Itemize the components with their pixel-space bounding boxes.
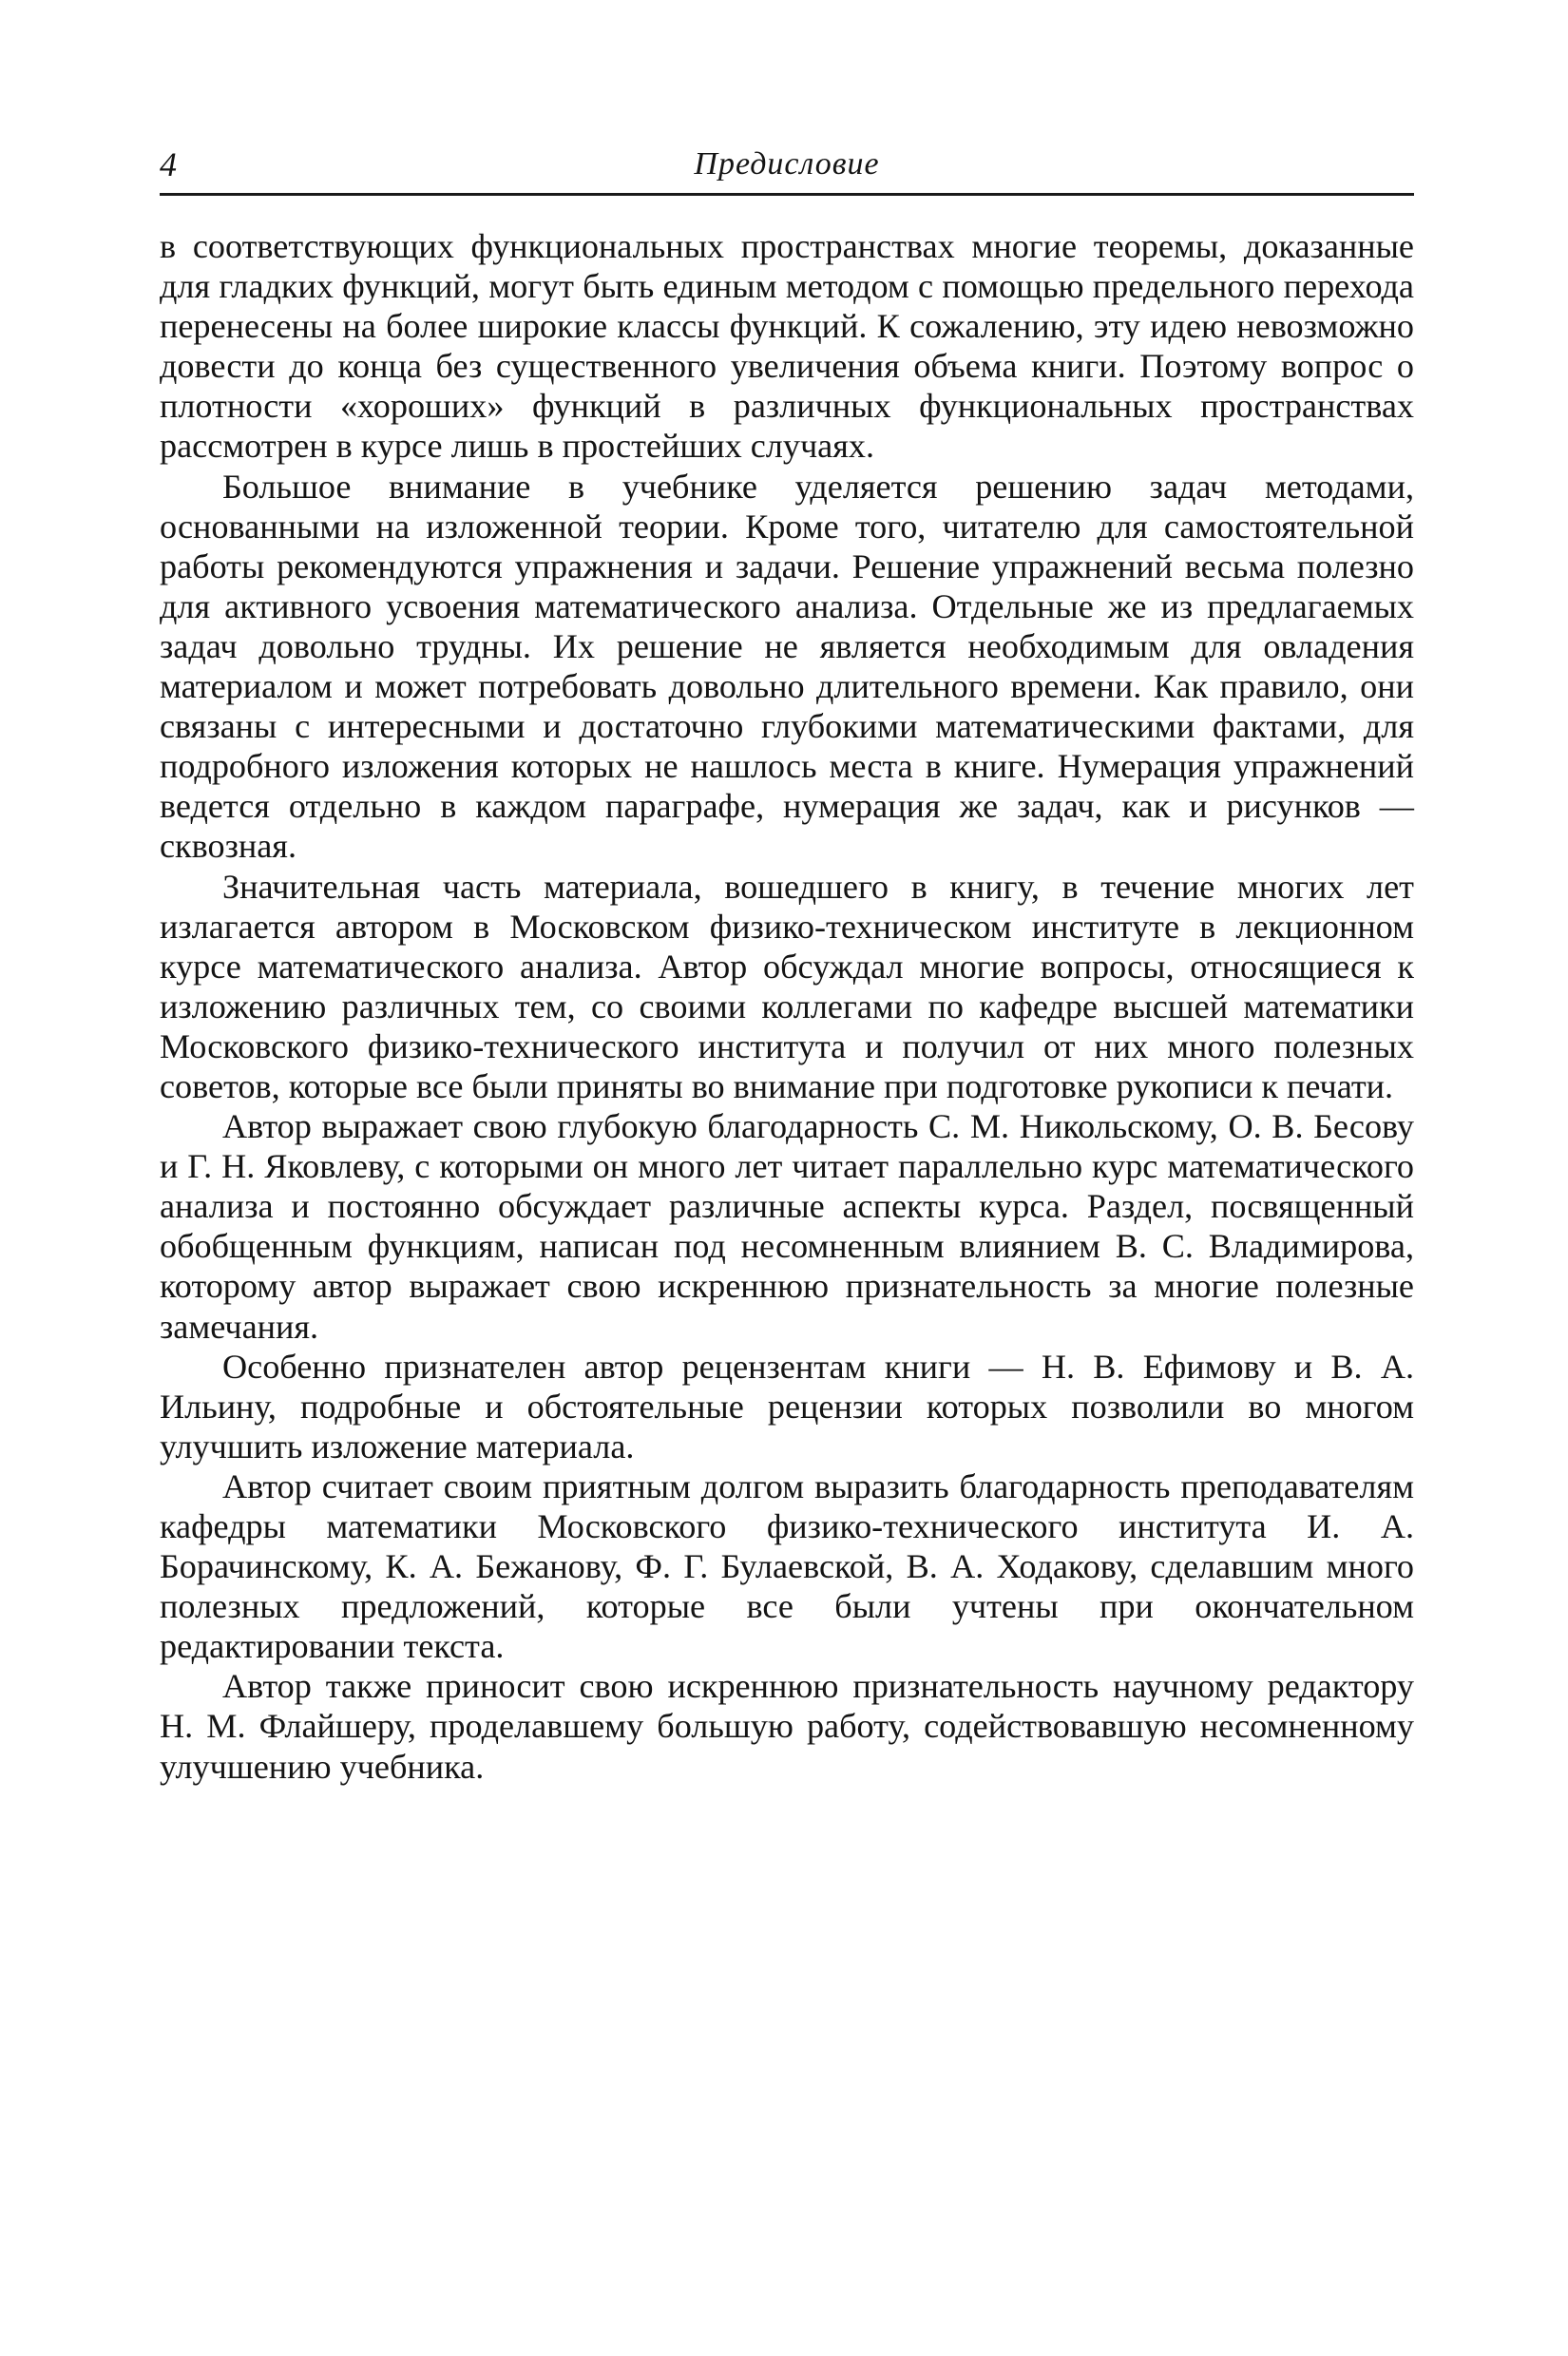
paragraph-gratitude-editor: Автор также приносит свою искреннюю признательность научному редактору Н. М. Флайшеру, проделавшему большую работу, содействовавшую несомненному улучшению учебника. bbox=[160, 1667, 1414, 1786]
paragraph-problems: Большое внимание в учебнике уделяется решению задач методами, основанными на изложенной теории. Кроме того, читателю для самостоятельной работы рекомендуются упражнения и задачи. Решение упражнений весьма полезно для активного усвоения математического анализа. Отдельные же из предлагаемых задач довольно трудны. Их решение не является необходимым для овладения материалом и может потребовать довольно длительного времени. Как правило, они связаны с интересными и достаточно глубокими математическими фактами, для подробного изложения которых не нашлось места в книге. Нумерация упражнений ведется отдельно в каждом параграфе, нумерация же задач, как и рисунков — сквозная. bbox=[160, 467, 1414, 866]
paragraph-continuation: в соответствующих функциональных пространствах многие теоремы, доказанные для гладких функций, могут быть единым методом с помощью предельного перехода перенесены на более широкие классы функций. К сожалению, эту идею невозможно довести до конца без существенного увеличения объема книги. Поэтому вопрос о плотности «хороших» функций в различных функциональных пространствах рассмотрен в курсе лишь в простейших случаях. bbox=[160, 227, 1414, 466]
paragraph-gratitude-reviewers: Особенно признателен автор рецензентам книги — Н. В. Ефимову и В. А. Ильину, подробные и обстоятельные рецензии которых позволили во многом улучшить изложение материала. bbox=[160, 1347, 1414, 1465]
body-text bbox=[160, 226, 1414, 1787]
paragraph-gratitude-teachers: Автор считает своим приятным долгом выразить благодарность преподавателям кафедры математики Московского физико-технического института И. А. Борачинскому, К. А. Бежанову, Ф. Г. Булаевской, В. А. Ходакову, сделавшим много полезных предложений, которые все были учтены при окончательном редактировании текста. bbox=[160, 1466, 1414, 1666]
page-header bbox=[160, 141, 1414, 188]
paragraph-gratitude-colleagues: Автор выражает свою глубокую благодарность С. М. Никольскому, О. В. Бесову и Г. Н. Яковлеву, с которыми он много лет читает параллельно курс математического анализа и постоянно обсуждает различные аспекты курса. Раздел, посвященный обобщенным функциям, написан под несомненным влиянием В. С. Владимирова, которому автор выражает свою искреннюю признательность за многие полезные замечания. bbox=[160, 1107, 1414, 1346]
running-title: Предисловие bbox=[694, 146, 880, 182]
page-number: 4 bbox=[160, 145, 177, 183]
header-rule bbox=[160, 193, 1414, 196]
paragraph-material-source: Значительная часть материала, вошедшего в книгу, в течение многих лет излагается автором в Московском физико-техническом институте в лекционном курсе математического анализа. Автор обсуждал многие вопросы, относящиеся к изложению различных тем, со своими коллегами по кафедре высшей математики Московского физико-технического института и получил от них много полезных советов, которые все были приняты во внимание при подготовке рукописи к печати. bbox=[160, 867, 1414, 1105]
